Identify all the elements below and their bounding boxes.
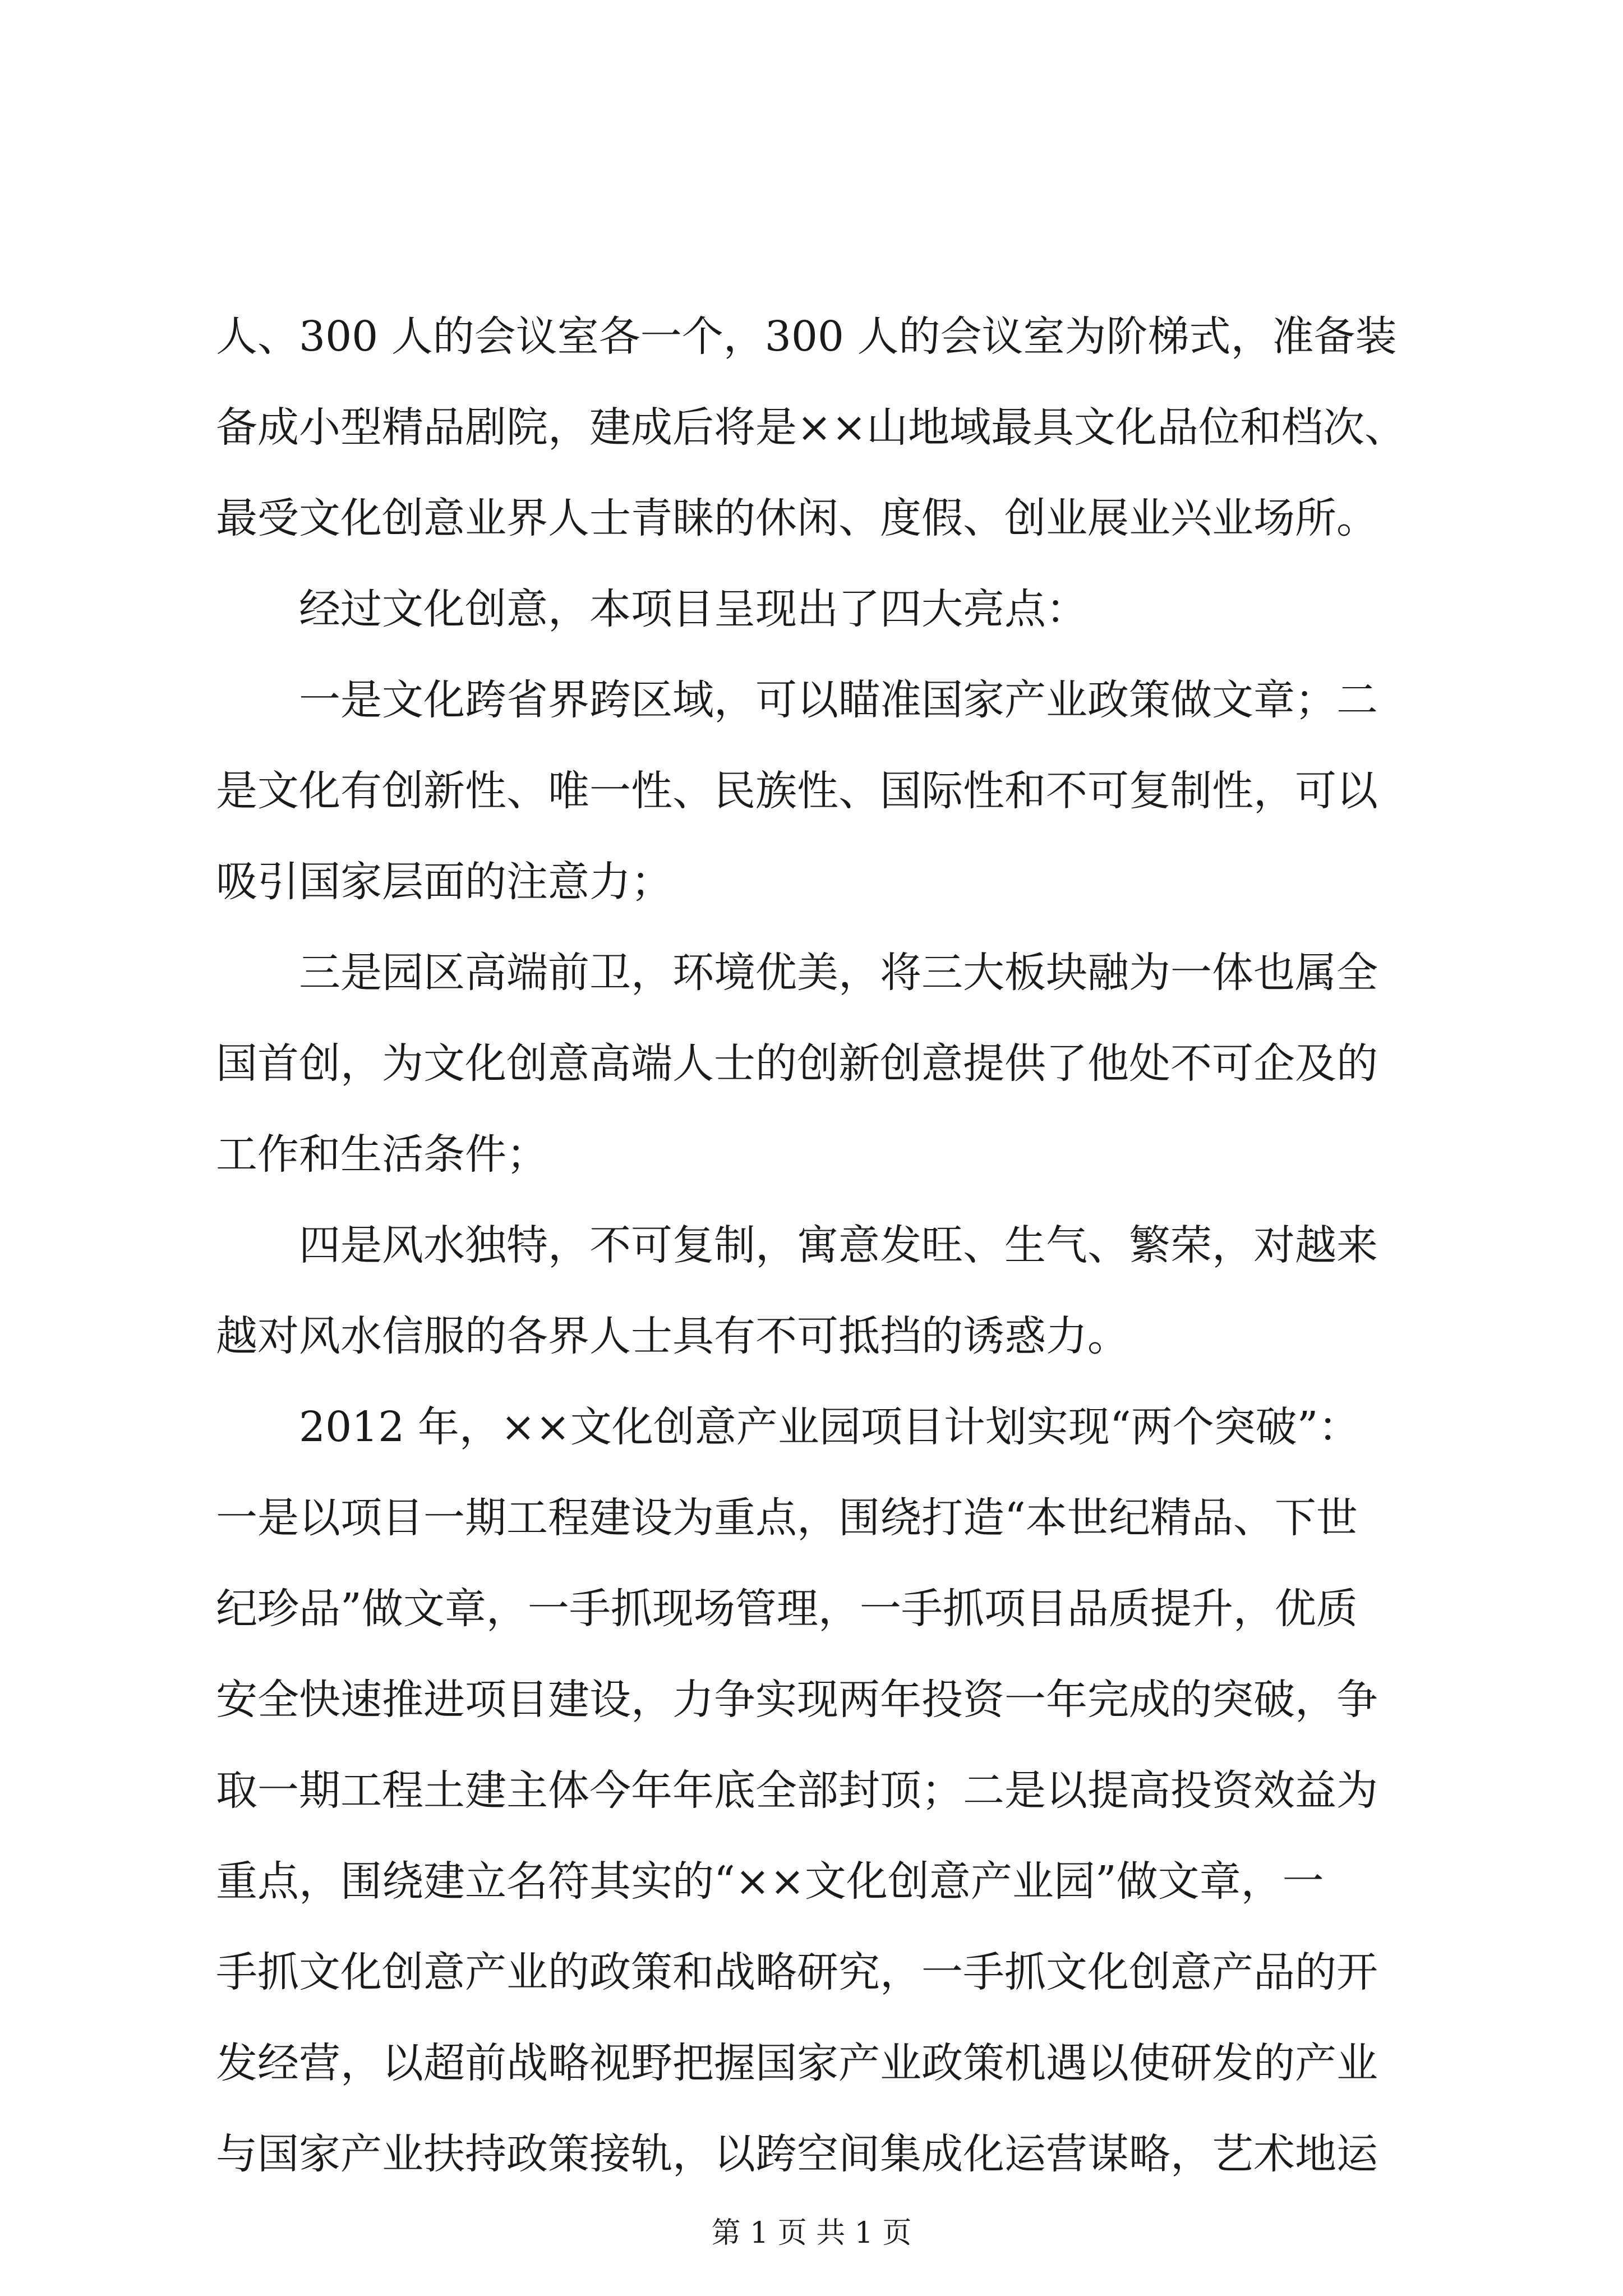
body-text-line: 发经营，以超前战略视野把握国家产业政策机遇以使研发的产业 [216,2039,1378,2087]
body-text-line: 是文化有创新性、唯一性、民族性、国际性和不可复制性，可以 [216,767,1378,815]
body-text-line: 备成小型精品剧院，建成后将是××山地域最具文化品位和档次、 [216,403,1407,452]
body-text-line: 重点，围绕建立名符其实的“××文化创意产业园”做文章，一 [216,1857,1324,1906]
body-text-line: 一是文化跨省界跨区域，可以瞄准国家产业政策做文章；二 [216,676,1378,724]
page-number-footer: 第 1 页 共 1 页 [711,2216,912,2250]
body-text-line: 四是风水独特，不可复制，寓意发旺、生气、繁荣，对越来 [216,1221,1378,1269]
body-text-line: 越对风水信服的各界人士具有不可抵挡的诱惑力。 [216,1312,1129,1360]
body-text-line: 经过文化创意，本项目呈现出了四大亮点： [216,585,1087,633]
body-text-line: 2012 年，××文化创意产业园项目计划实现“两个突破”： [216,1403,1360,1451]
body-text-line: 三是园区高端前卫，环境优美，将三大板块融为一体也属全 [216,949,1378,997]
body-text-line: 人、300 人的会议室各一个，300 人的会议室为阶梯式，准备装 [216,312,1397,361]
body-text-line: 一是以项目一期工程建设为重点，围绕打造“本世纪精品、下世 [216,1494,1358,1542]
body-text-line: 国首创，为文化创意高端人士的创新创意提供了他处不可企及的 [216,1039,1378,1088]
body-text-line: 与国家产业扶持政策接轨，以跨空间集成化运营谋略，艺术地运 [216,2130,1378,2178]
body-text-line: 手抓文化创意产业的政策和战略研究，一手抓文化创意产品的开 [216,1948,1378,1996]
body-text-line: 最受文化创意业界人士青睐的休闲、度假、创业展业兴业场所。 [216,494,1378,542]
body-text-line: 取一期工程土建主体今年年底全部封顶；二是以提高投资效益为 [216,1766,1378,1815]
body-text-line: 吸引国家层面的注意力； [216,858,672,906]
body-text-line: 工作和生活条件； [216,1130,548,1179]
body-text-line: 纪珍品”做文章，一手抓现场管理，一手抓项目品质提升，优质 [216,1585,1358,1633]
body-text-line: 安全快速推进项目建设，力争实现两年投资一年完成的突破，争 [216,1676,1378,1724]
